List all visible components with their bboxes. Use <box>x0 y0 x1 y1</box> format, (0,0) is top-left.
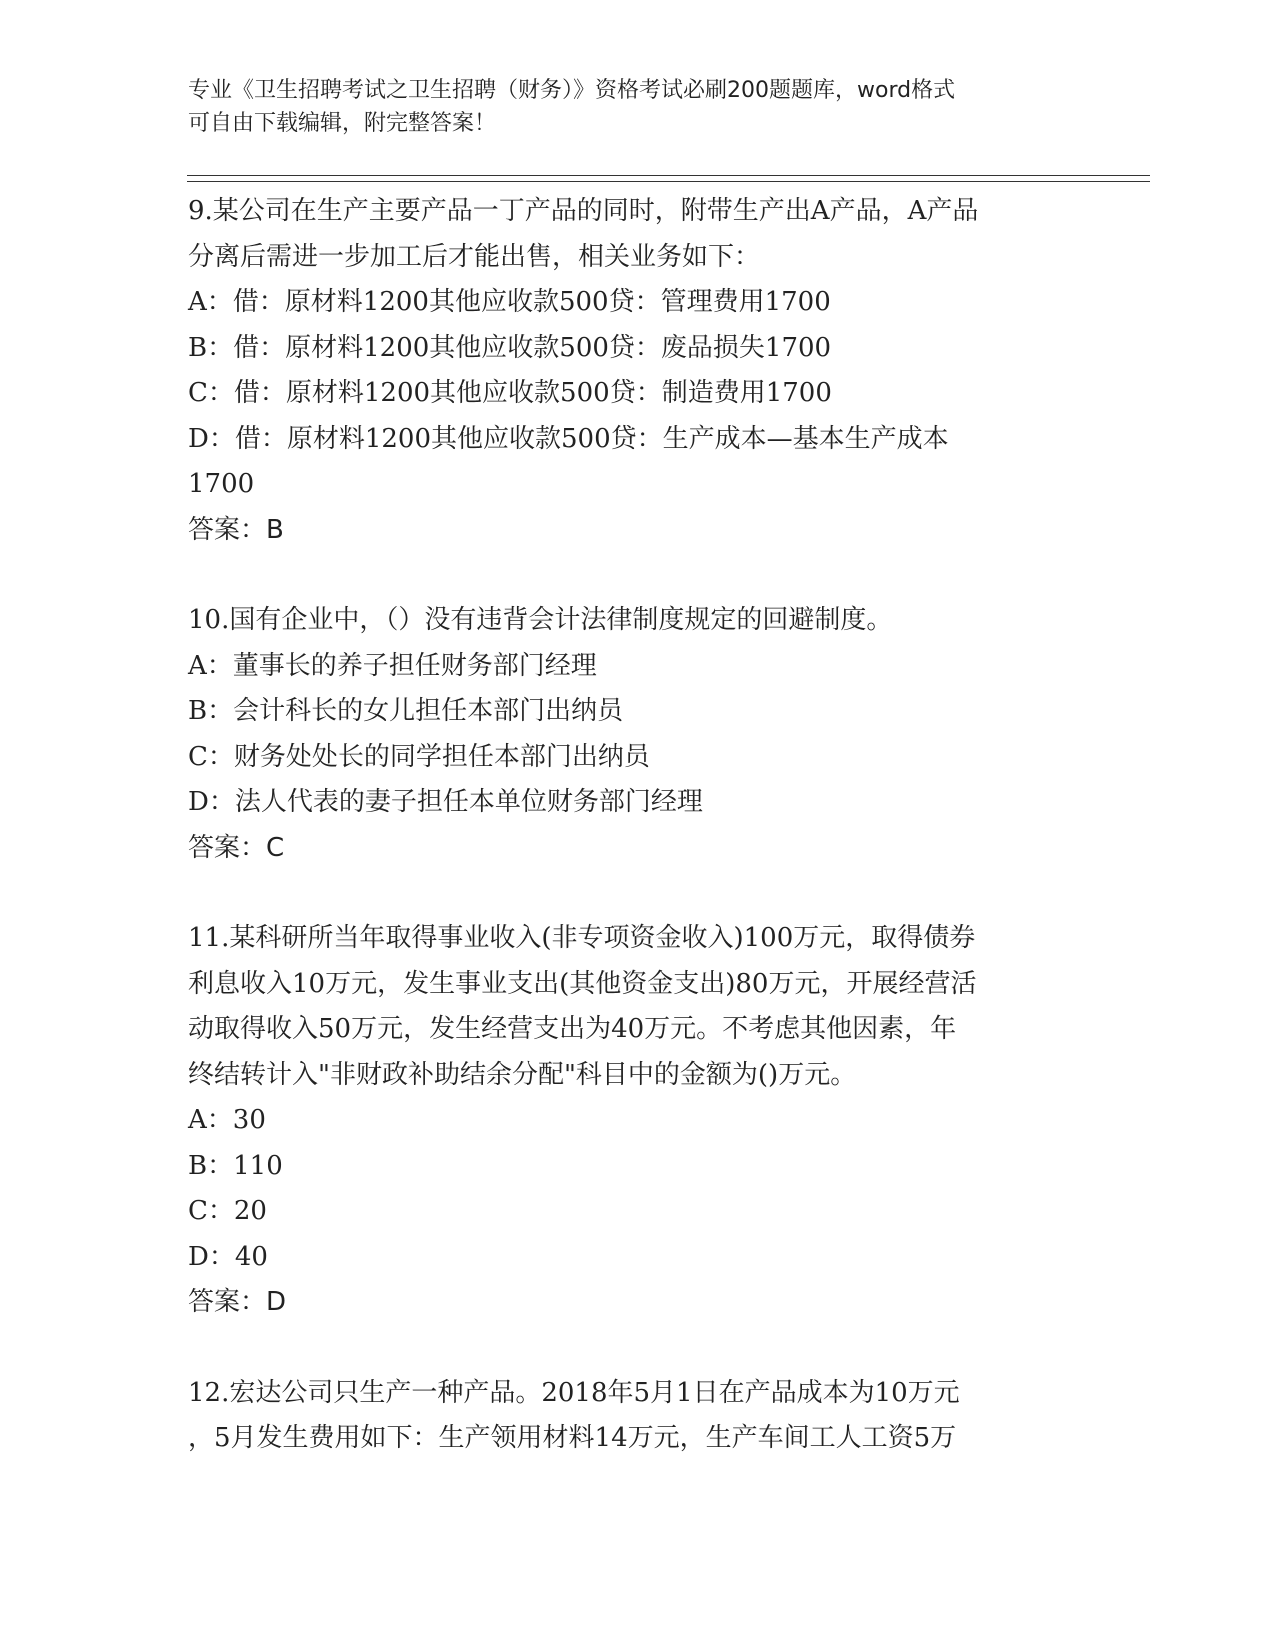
answer-label: 答案：C <box>188 832 285 863</box>
question-stem-line: 11.某科研所当年取得事业收入(非专项资金收入)100万元，取得债券 <box>188 923 976 953</box>
question-stem-line: 10.国有企业中，（）没有违背会计法律制度规定的回避制度。 <box>188 605 893 635</box>
question-stem-line: 分离后需进一步加工后才能出售，相关业务如下： <box>188 241 761 272</box>
document-header <box>188 74 1088 140</box>
option-d-continued: 1700 <box>188 469 255 499</box>
question-stem-line: 9.某公司在生产主要产品一丁产品的同时，附带生产出A产品，A产品 <box>188 196 979 226</box>
question-10 <box>188 598 1088 871</box>
question-11 <box>188 916 1088 1326</box>
question-stem-line: 利息收入10万元，发生事业支出(其他资金支出)80万元，开展经营活 <box>188 968 977 999</box>
option-c: C：借：原材料1200其他应收款500贷：制造费用1700 <box>188 378 832 408</box>
option-a: A：30 <box>188 1105 266 1135</box>
option-d: D：法人代表的妻子担任本单位财务部门经理 <box>188 787 703 817</box>
option-a: A：董事长的养子担任财务部门经理 <box>188 650 597 681</box>
header-title-line-2: 可自由下载编辑，附完整答案！ <box>188 111 497 136</box>
option-d: D：借：原材料1200其他应收款500贷：生产成本—基本生产成本 <box>188 423 949 454</box>
option-c: C：财务处处长的同学担任本部门出纳员 <box>188 741 650 772</box>
question-stem-line: 动取得收入50万元，发生经营支出为40万元。不考虑其他因素，年 <box>188 1014 957 1044</box>
question-stem-line: ，5月发生费用如下：生产领用材料14万元，生产车间工人工资5万 <box>188 1423 957 1453</box>
header-divider-top <box>187 175 1150 176</box>
question-9 <box>188 189 1088 553</box>
question-stem-line: 12.宏达公司只生产一种产品。2018年5月1日在产品成本为10万元 <box>188 1377 960 1408</box>
answer-label: 答案：B <box>188 514 284 545</box>
option-b: B：110 <box>188 1150 283 1181</box>
option-b: B：会计科长的女儿担任本部门出纳员 <box>188 696 624 726</box>
option-a: A：借：原材料1200其他应收款500贷：管理费用1700 <box>188 287 831 317</box>
option-c: C：20 <box>188 1196 267 1226</box>
header-divider-bottom <box>187 181 1150 182</box>
question-stem-line: 终结转计入"非财政补助结余分配"科目中的金额为()万元。 <box>188 1059 857 1090</box>
header-title-line-1: 专业《卫生招聘考试之卫生招聘（财务）》资格考试必刷200题题库，word格式 <box>188 78 956 103</box>
answer-label: 答案：D <box>188 1287 287 1317</box>
question-12 <box>188 1371 1088 1462</box>
option-b: B：借：原材料1200其他应收款500贷：废品损失1700 <box>188 332 832 363</box>
option-d: D：40 <box>188 1241 268 1272</box>
question-list <box>188 189 1088 1462</box>
